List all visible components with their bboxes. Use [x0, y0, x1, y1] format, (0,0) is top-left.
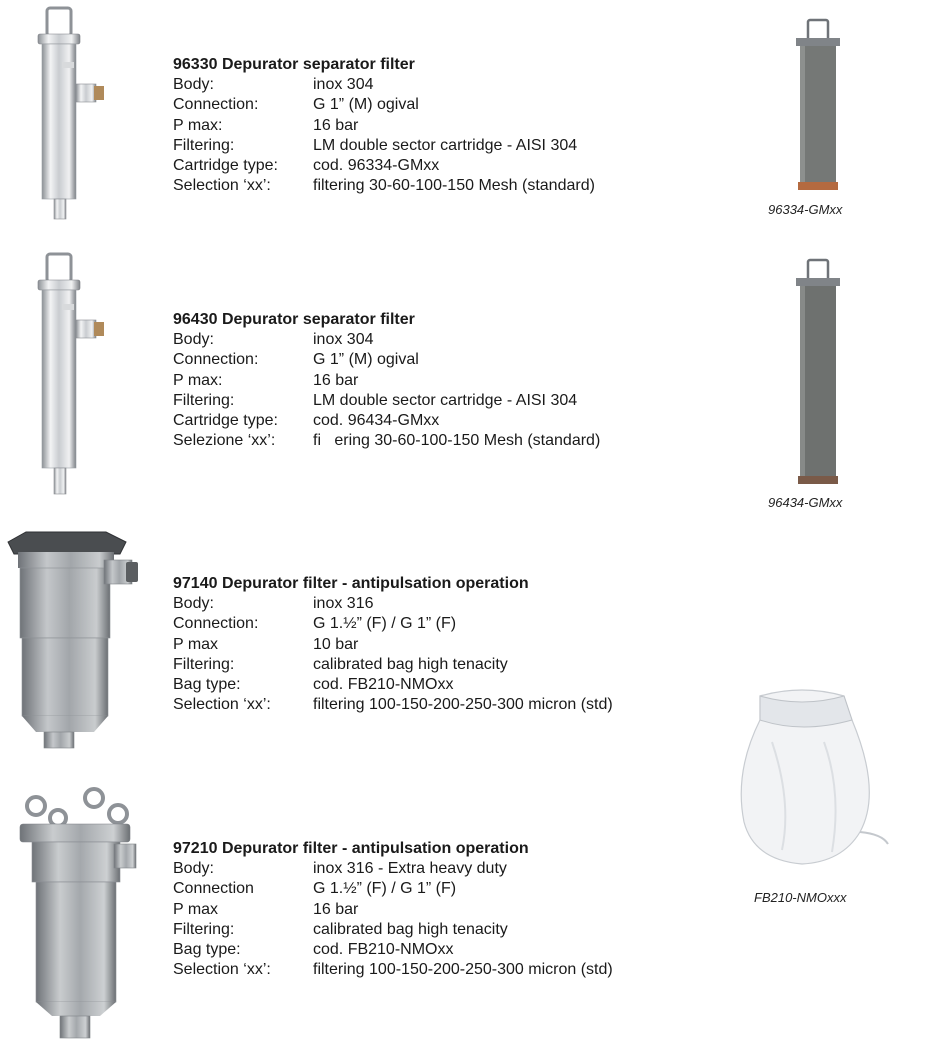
- spec-row: Connection: G 1” (M) ogival: [173, 96, 419, 114]
- product-title: 97140 Depurator filter - antipulsation operation: [173, 575, 529, 592]
- filter-97210-photo: [14, 784, 144, 1044]
- filter-bag-photo: [732, 682, 892, 872]
- filter-96430-photo: [30, 250, 120, 500]
- spec-row: Cartridge type: cod. 96434-GMxx: [173, 412, 440, 430]
- spec-row: P max: 16 bar: [173, 371, 359, 389]
- spec-row: Connection G 1.½” (F) / G 1” (F): [173, 880, 457, 898]
- spec-row: Selection ‘xx’: filtering 100-150-200-250-300 micron (std): [173, 961, 613, 979]
- cartridge-96334-photo: [788, 16, 848, 206]
- spec-row: Selezione ‘xx’: fi ering 30-60-100-150 Mesh (standard): [173, 432, 601, 450]
- spec-row: Connection: G 1” (M) ogival: [173, 351, 419, 369]
- spec-row: Cartridge type: cod. 96334-GMxx: [173, 157, 440, 175]
- spec-row: Body: inox 304: [173, 76, 374, 94]
- spec-block-96430: [173, 310, 600, 451]
- product-title: 96330 Depurator separator filter: [173, 56, 415, 73]
- product-title: 97210 Depurator filter - antipulsation operation: [173, 840, 529, 857]
- spec-row: P max 16 bar: [173, 900, 359, 918]
- spec-block-97210: [173, 839, 613, 980]
- filter-97140-photo: [4, 522, 144, 752]
- spec-row: P max: 16 bar: [173, 116, 359, 134]
- spec-row: Filtering: LM double sector cartridge - AISI 304: [173, 136, 578, 154]
- spec-row: Body: inox 304: [173, 331, 374, 349]
- product-title: 96430 Depurator separator filter: [173, 311, 415, 328]
- cartridge-caption: 96434-GMxx: [768, 495, 843, 510]
- spec-row: Filtering: calibrated bag high tenacity: [173, 920, 508, 938]
- spec-row: Connection: G 1.½” (F) / G 1” (F): [173, 615, 457, 633]
- spec-row: Bag type: cod. FB210-NMOxx: [173, 941, 454, 959]
- spec-row: P max 10 bar: [173, 635, 359, 653]
- spec-row: Body: inox 316 - Extra heavy duty: [173, 860, 507, 878]
- spec-row: Selection ‘xx’: filtering 30-60-100-150 Mesh (standard): [173, 177, 595, 195]
- spec-row: Bag type: cod. FB210-NMOxx: [173, 676, 454, 694]
- spec-row: Filtering: LM double sector cartridge - AISI 304: [173, 391, 578, 409]
- spec-row: Body: inox 316: [173, 595, 374, 613]
- filter-96330-photo: [30, 2, 120, 232]
- spec-block-97140: [173, 574, 613, 715]
- spec-block-96330: [173, 55, 595, 196]
- spec-row: Filtering: calibrated bag high tenacity: [173, 655, 508, 673]
- spec-row: Selection ‘xx’: filtering 100-150-200-250-300 micron (std): [173, 696, 613, 714]
- bag-caption: FB210-NMOxxx: [754, 890, 847, 905]
- cartridge-96434-photo: [788, 256, 848, 496]
- cartridge-caption: 96334-GMxx: [768, 202, 843, 217]
